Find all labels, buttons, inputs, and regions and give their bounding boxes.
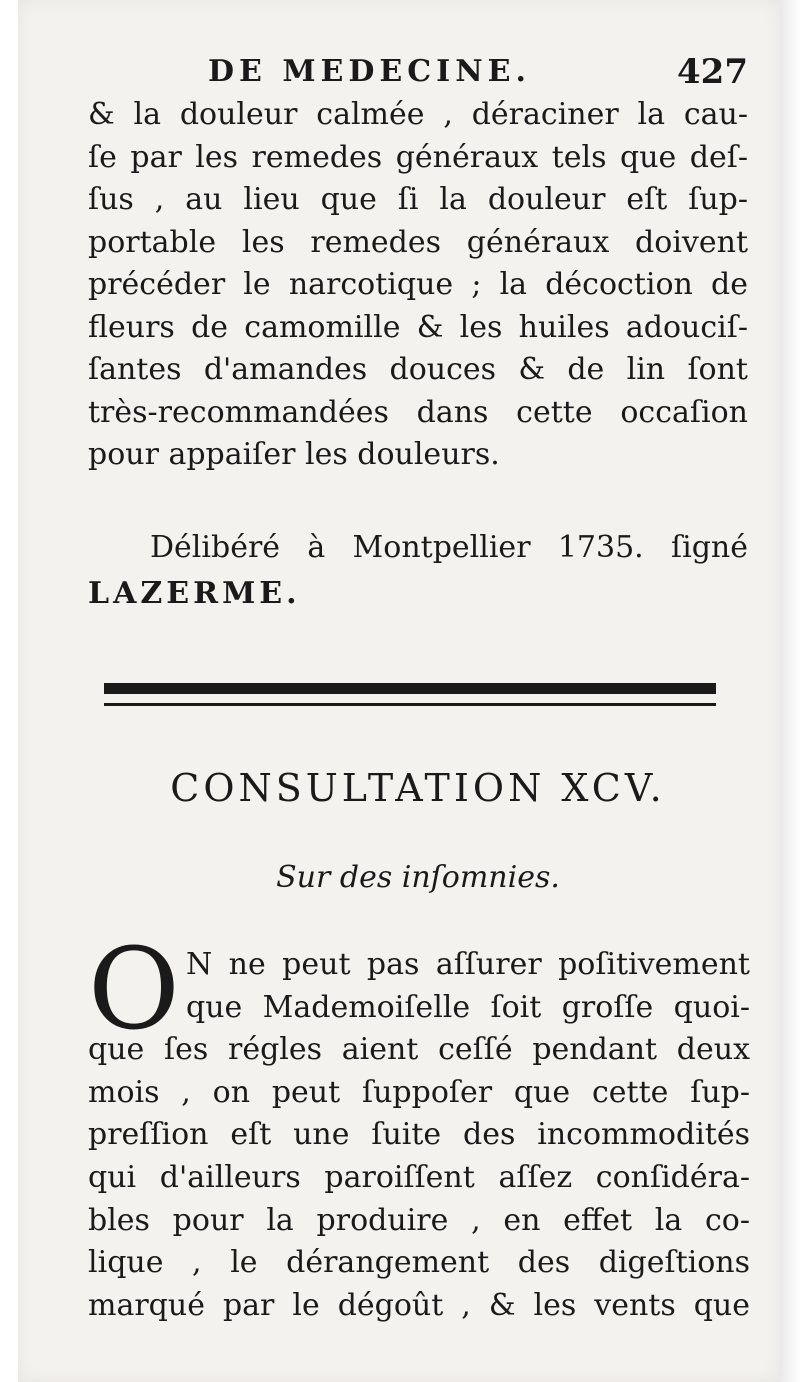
text-line: fleurs de camomille & les huiles adouciſ-: [88, 309, 748, 345]
signature-line: Délibéré à Montpellier 1735. ſigné: [150, 530, 748, 565]
section-divider-thick: [104, 683, 716, 694]
section-title: CONSULTATION XCV.: [170, 766, 666, 810]
text-line: N ne peut pas aſſurer poſitivement: [186, 947, 750, 982]
text-line: que Mademoiſelle ſoit groſſe quoi-: [186, 989, 750, 1025]
text-line: lique , le dérangement des digeſtions: [88, 1245, 750, 1281]
signature-block: [88, 525, 748, 617]
page-header: [208, 48, 748, 92]
text-line: précéder le narcotique ; la décoction de: [88, 267, 748, 302]
text-line: portable les remedes généraux doivent: [88, 224, 748, 260]
text-line: mois , on peut ſuppoſer que cette ſup-: [88, 1074, 750, 1110]
scan-edge: [780, 0, 800, 1382]
text-line: très-recommandées dans cette occaſion: [88, 394, 748, 430]
text-line: ſantes d'amandes douces & de lin ſont: [88, 352, 748, 387]
drop-cap: O: [88, 925, 180, 1055]
paragraph: [88, 925, 750, 1327]
text-line: que ſes régles aient ceſſé pendant deux: [88, 1032, 750, 1068]
text-line: pour appaiſer les douleurs.: [88, 437, 500, 472]
running-head: DE MEDECINE.: [208, 54, 531, 89]
text-line: ſus , au lieu que ſi la douleur eſt ſup-: [88, 182, 748, 217]
page-number: 427: [677, 52, 748, 92]
section-subtitle: Sur des inſomnies.: [276, 860, 560, 895]
text-line: & la douleur calmée , déraciner la cau-: [88, 97, 748, 132]
signatory-name: LAZERME.: [88, 576, 301, 611]
text-line: ſe par les remedes généraux tels que deſ-: [88, 139, 748, 175]
text-line: bles pour la produire , en effet la co-: [88, 1202, 750, 1238]
book-page: [18, 0, 780, 1382]
text-line: marqué par le dégoût , & les vents que: [88, 1287, 750, 1323]
text-line: qui d'ailleurs paroiſſent aſſez conſidéra-: [88, 1159, 750, 1195]
text-line: preſſion eſt une ſuite des incommodités: [88, 1117, 750, 1153]
section-divider-thin: [104, 703, 716, 706]
text-block: [88, 94, 748, 477]
